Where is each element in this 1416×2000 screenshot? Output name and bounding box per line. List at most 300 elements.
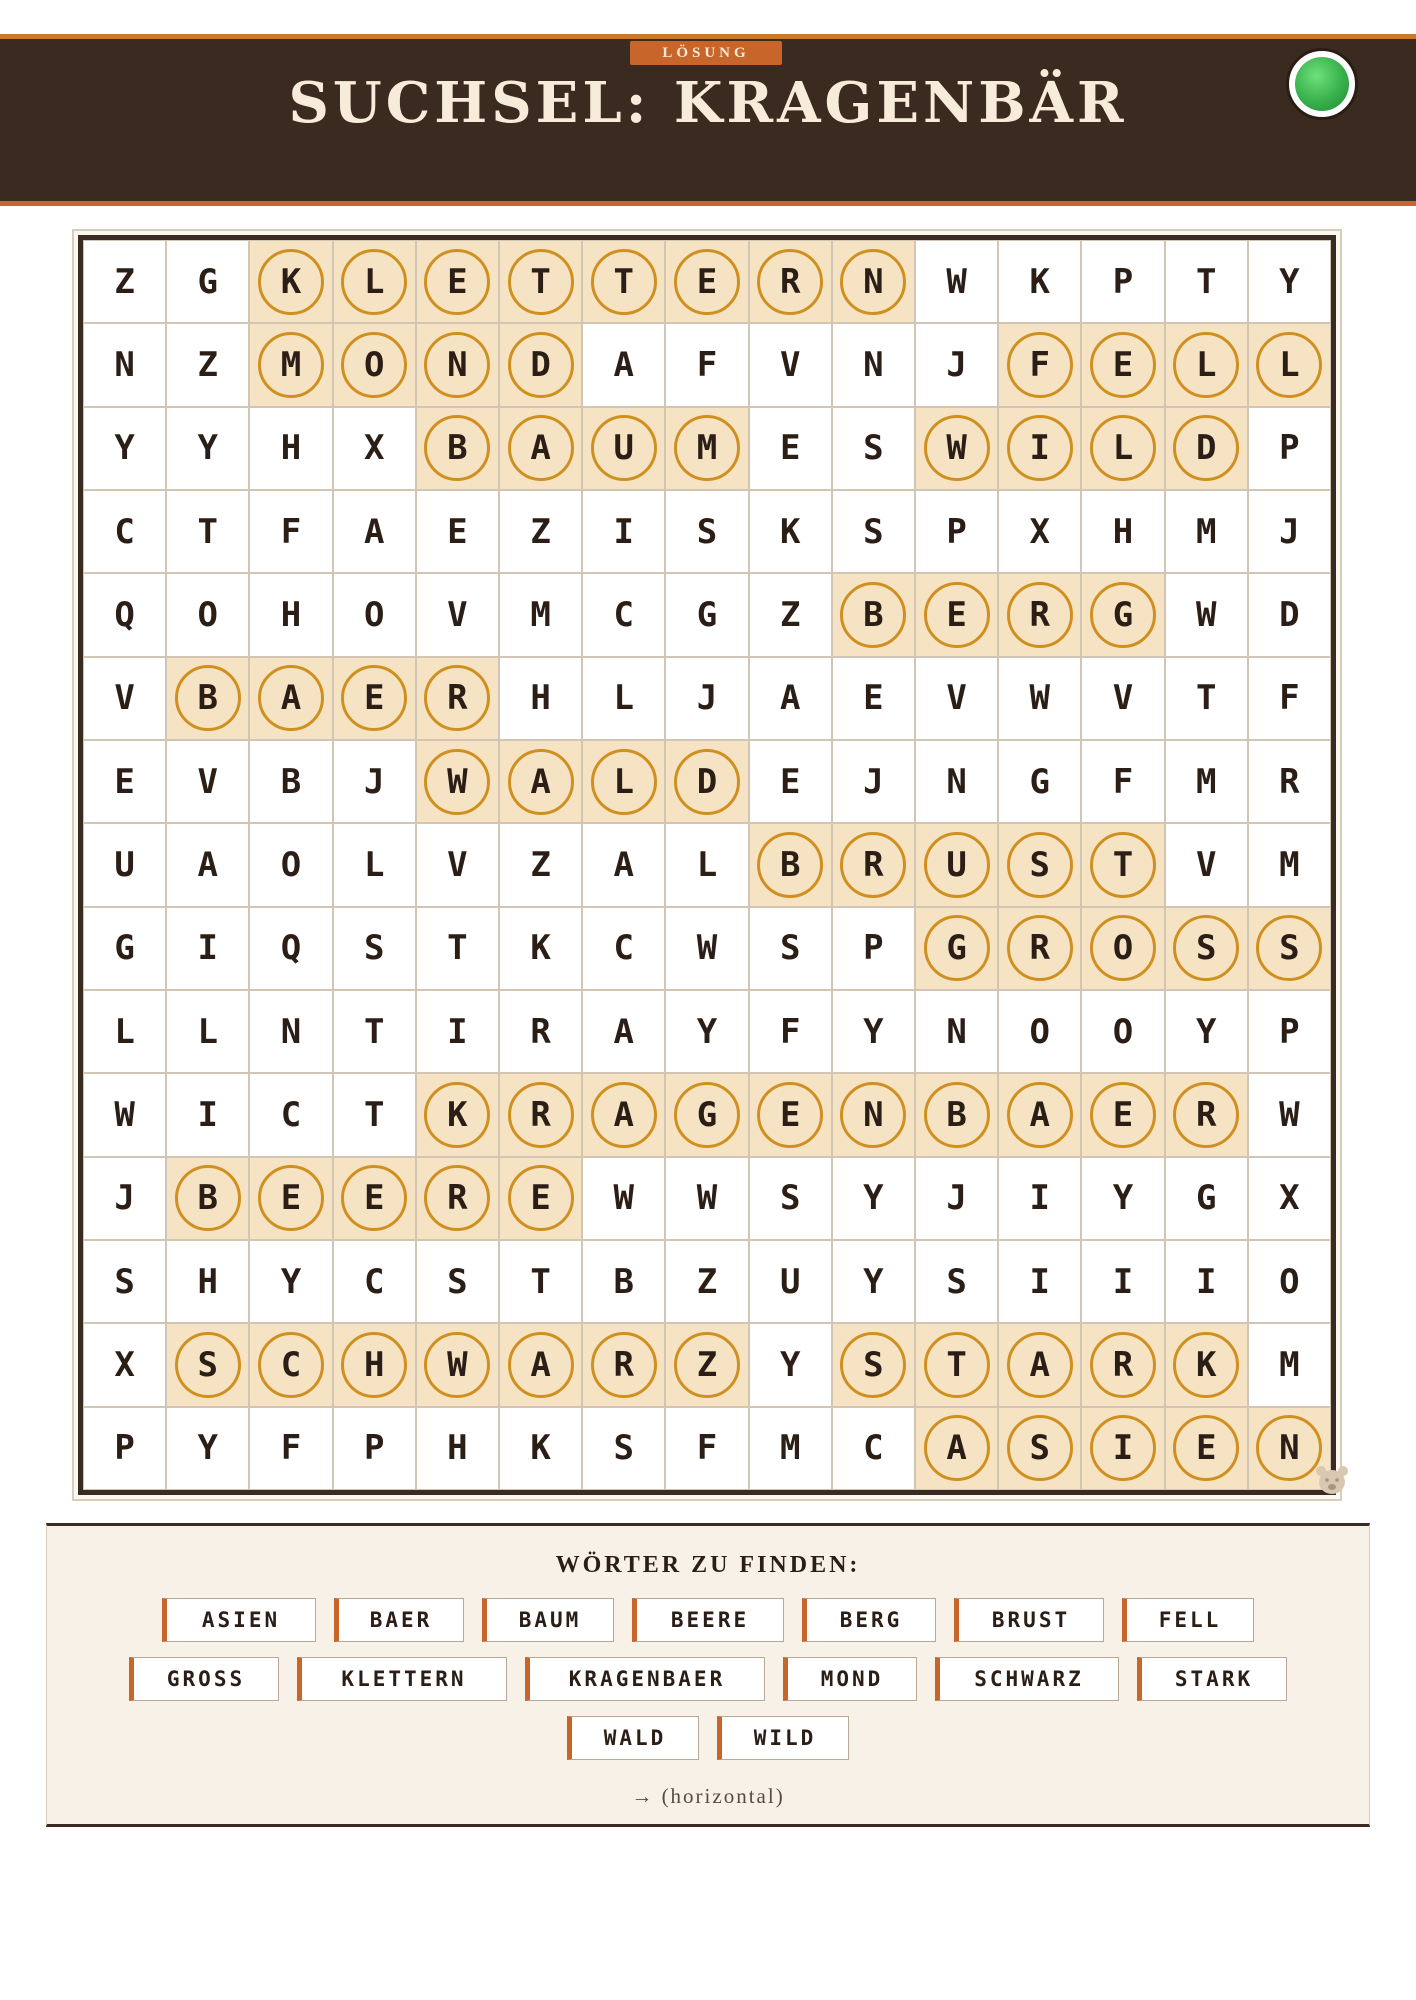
grid-cell[interactable] [333,907,416,990]
grid-cell[interactable] [1081,1240,1164,1323]
grid-cell[interactable] [665,1240,748,1323]
grid-cell-found[interactable] [166,657,249,740]
grid-cell[interactable] [998,1240,1081,1323]
grid-letter: U [613,428,635,469]
grid-cell-found[interactable] [998,323,1081,406]
grid-cell[interactable] [499,1407,582,1490]
grid-cell-found[interactable] [166,1323,249,1406]
grid-letter: G [1112,594,1134,635]
grid-cell[interactable] [416,1407,499,1490]
grid-letter: V [1112,678,1134,719]
grid-letter: R [1029,594,1051,635]
grid-cell-found[interactable] [832,573,915,656]
grid-letter: T [1195,261,1217,302]
grid-cell[interactable] [333,407,416,490]
grid-cell-found[interactable] [998,1323,1081,1406]
word-chip: FELL [1122,1598,1254,1642]
grid-cell[interactable] [166,1073,249,1156]
grid-letter: P [1279,1011,1300,1052]
grid-cell[interactable] [582,657,665,740]
grid-cell[interactable] [416,907,499,990]
grid-cell-found[interactable] [915,1073,998,1156]
grid-cell-found[interactable] [499,1323,582,1406]
grid-cell[interactable] [832,1240,915,1323]
grid-letter: S [863,428,884,469]
grid-letter: K [280,261,302,302]
grid-cell[interactable] [83,990,166,1073]
word-chip: ASIEN [162,1598,316,1642]
grid-cell[interactable] [749,490,832,573]
grid-cell[interactable] [582,907,665,990]
grid-cell[interactable] [83,657,166,740]
grid-cell[interactable] [582,323,665,406]
grid-letter: L [613,678,635,719]
grid-cell[interactable] [749,1323,832,1406]
grid-cell[interactable] [416,823,499,906]
grid-letter: I [1195,1261,1217,1302]
grid-cell-found[interactable] [1081,1407,1164,1490]
grid-cell-found[interactable] [1081,407,1164,490]
grid-cell[interactable] [832,990,915,1073]
grid-letter: A [613,344,635,385]
grid-cell[interactable] [416,573,499,656]
grid-cell[interactable] [83,1407,166,1490]
grid-cell-found[interactable] [998,407,1081,490]
grid-cell[interactable] [582,990,665,1073]
grid-cell-found[interactable] [333,240,416,323]
grid-cell-found[interactable] [665,407,748,490]
grid-cell-found[interactable] [416,407,499,490]
grid-letter: A [530,1344,551,1385]
grid-cell[interactable] [915,1157,998,1240]
grid-letter: P [863,928,884,969]
grid-cell[interactable] [1248,1240,1331,1323]
grid-cell[interactable] [1248,740,1331,823]
grid-cell[interactable] [1081,240,1164,323]
grid-cell[interactable] [499,907,582,990]
grid-cell[interactable] [499,657,582,740]
grid-cell[interactable] [166,1240,249,1323]
grid-letter: B [197,678,219,719]
grid-letter: N [114,344,135,385]
grid-cell-found[interactable] [1248,323,1331,406]
grid-letter: M [1279,1344,1300,1385]
grid-cell[interactable] [665,657,748,740]
grid-letter: N [1279,1428,1300,1469]
grid-cell-found[interactable] [333,657,416,740]
grid-cell-found[interactable] [749,240,832,323]
grid-letter: E [779,1094,801,1135]
grid-cell-found[interactable] [333,1157,416,1240]
grid-cell-found[interactable] [499,1157,582,1240]
grid-cell-found[interactable] [499,407,582,490]
grid-cell-found[interactable] [416,740,499,823]
grid-cell-found[interactable] [915,907,998,990]
grid-cell[interactable] [832,323,915,406]
word-chip: SCHWARZ [935,1657,1119,1701]
grid-cell[interactable] [249,1240,332,1323]
grid-cell[interactable] [749,407,832,490]
grid-cell[interactable] [499,823,582,906]
grid-letter: L [1112,428,1134,469]
grid-cell-found[interactable] [665,240,748,323]
grid-cell-found[interactable] [1081,573,1164,656]
grid-cell[interactable] [915,1240,998,1323]
grid-letter: R [863,844,884,885]
grid-cell[interactable] [333,1240,416,1323]
grid-cell[interactable] [1248,990,1331,1073]
grid-letter: N [863,1094,884,1135]
grid-letter: A [1029,1094,1051,1135]
grid-letter: P [946,511,967,552]
grid-cell[interactable] [749,573,832,656]
grid-cell[interactable] [83,907,166,990]
grid-cell-found[interactable] [1165,1323,1248,1406]
grid-letter: W [447,1344,468,1385]
grid-letter: U [946,844,967,885]
grid-cell[interactable] [83,240,166,323]
grid-cell[interactable] [166,573,249,656]
grid-cell-found[interactable] [1165,407,1248,490]
grid-cell[interactable] [249,990,332,1073]
grid-cell-found[interactable] [1165,907,1248,990]
grid-letter: X [114,1344,135,1385]
grid-letter: S [779,1178,801,1219]
grid-cell[interactable] [83,323,166,406]
grid-cell[interactable] [915,240,998,323]
grid-cell-found[interactable] [665,740,748,823]
grid-cell-found[interactable] [416,1157,499,1240]
grid-cell[interactable] [1165,990,1248,1073]
grid-cell[interactable] [166,990,249,1073]
grid-cell[interactable] [832,407,915,490]
grid-cell[interactable] [1165,1240,1248,1323]
grid-cell[interactable] [1248,573,1331,656]
grid-letter: D [530,344,551,385]
grid-cell[interactable] [832,740,915,823]
grid-cell-found[interactable] [1165,1407,1248,1490]
grid-letter: W [1279,1094,1300,1135]
grid-cell-found[interactable] [1081,907,1164,990]
grid-cell-found[interactable] [998,907,1081,990]
grid-letter: V [114,678,135,719]
grid-cell-found[interactable] [582,407,665,490]
grid-letter: A [946,1428,967,1469]
grid-cell[interactable] [166,323,249,406]
grid-letter: E [530,1178,551,1219]
grid-cell-found[interactable] [582,1073,665,1156]
grid-cell[interactable] [333,990,416,1073]
grid-letter: O [197,594,219,635]
grid-cell[interactable] [582,490,665,573]
grid-cell[interactable] [749,323,832,406]
grid-cell-found[interactable] [416,657,499,740]
grid-cell[interactable] [665,990,748,1073]
grid-cell[interactable] [582,1407,665,1490]
grid-cell[interactable] [1081,990,1164,1073]
grid-cell[interactable] [333,823,416,906]
grid-cell[interactable] [998,657,1081,740]
grid-letter: S [1195,928,1217,969]
grid-cell[interactable] [832,907,915,990]
grid-letter: N [863,261,884,302]
grid-cell-found[interactable] [665,1073,748,1156]
grid-cell-found[interactable] [582,740,665,823]
grid-cell[interactable] [249,407,332,490]
grid-cell[interactable] [915,490,998,573]
grid-cell-found[interactable] [1081,323,1164,406]
grid-cell-found[interactable] [582,240,665,323]
grid-cell-found[interactable] [1081,823,1164,906]
grid-cell-found[interactable] [1081,1323,1164,1406]
grid-cell-found[interactable] [333,323,416,406]
grid-cell-found[interactable] [416,240,499,323]
grid-cell-found[interactable] [416,1323,499,1406]
grid-letter: B [280,761,302,802]
grid-cell[interactable] [249,907,332,990]
grid-cell[interactable] [1165,657,1248,740]
grid-letter: A [613,1094,635,1135]
grid-letter: B [946,1094,967,1135]
grid-cell-found[interactable] [249,323,332,406]
grid-cell[interactable] [915,323,998,406]
grid-cell[interactable] [249,490,332,573]
grid-cell[interactable] [832,657,915,740]
grid-cell[interactable] [499,573,582,656]
grid-cell[interactable] [83,1073,166,1156]
grid-cell[interactable] [1165,1157,1248,1240]
grid-letter: Y [1112,1178,1134,1219]
word-chip: BAER [334,1598,464,1642]
grid-cell-found[interactable] [499,740,582,823]
grid-letter: E [280,1178,302,1219]
grid-cell[interactable] [1081,1157,1164,1240]
grid-cell[interactable] [166,407,249,490]
grid-letter: K [779,511,801,552]
grid-cell[interactable] [749,740,832,823]
grid-cell[interactable] [832,490,915,573]
grid-cell-found[interactable] [249,1157,332,1240]
grid-cell[interactable] [249,573,332,656]
grid-cell[interactable] [665,573,748,656]
grid-cell[interactable] [249,1073,332,1156]
grid-cell[interactable] [1165,573,1248,656]
grid-letter: E [779,428,801,469]
grid-cell-found[interactable] [1248,907,1331,990]
grid-cell-found[interactable] [582,1323,665,1406]
grid-letter: N [447,344,468,385]
grid-cell-found[interactable] [499,1073,582,1156]
grid-cell[interactable] [83,1157,166,1240]
grid-letter: M [530,594,551,635]
grid-cell[interactable] [665,1407,748,1490]
grid-cell-found[interactable] [998,573,1081,656]
grid-cell-found[interactable] [1081,1073,1164,1156]
grid-letter: Y [779,1344,801,1385]
grid-cell[interactable] [249,1407,332,1490]
grid-cell[interactable] [499,490,582,573]
grid-letter: P [1279,428,1300,469]
grid-cell[interactable] [1081,490,1164,573]
grid-cell-found[interactable] [998,1073,1081,1156]
grid-letter: C [114,511,135,552]
grid-cell[interactable] [83,823,166,906]
grid-cell[interactable] [166,240,249,323]
grid-cell[interactable] [416,990,499,1073]
grid-cell[interactable] [83,490,166,573]
grid-letter: T [530,1261,551,1302]
grid-cell-found[interactable] [832,240,915,323]
grid-cell-found[interactable] [249,240,332,323]
grid-cell-found[interactable] [416,323,499,406]
grid-letter: T [363,1094,385,1135]
grid-cell[interactable] [998,740,1081,823]
grid-cell[interactable] [1081,657,1164,740]
grid-cell-found[interactable] [249,657,332,740]
grid-letter: G [1029,761,1051,802]
grid-cell[interactable] [166,740,249,823]
grid-cell[interactable] [1165,740,1248,823]
grid-cell[interactable] [582,1240,665,1323]
grid-cell[interactable] [582,573,665,656]
grid-cell[interactable] [83,1240,166,1323]
grid-cell-found[interactable] [416,1073,499,1156]
grid-cell-found[interactable] [832,1073,915,1156]
grid-cell[interactable] [749,990,832,1073]
grid-cell-found[interactable] [1165,1073,1248,1156]
grid-cell[interactable] [166,823,249,906]
grid-letter: S [1029,1428,1051,1469]
grid-cell[interactable] [83,740,166,823]
grid-cell[interactable] [832,1407,915,1490]
grid-cell[interactable] [1248,407,1331,490]
grid-letter: E [1195,1428,1217,1469]
grid-cell[interactable] [1248,1323,1331,1406]
grid-cell[interactable] [998,1157,1081,1240]
grid-cell[interactable] [499,990,582,1073]
grid-cell[interactable] [1248,1073,1331,1156]
grid-letter: V [447,594,468,635]
grid-cell-found[interactable] [915,823,998,906]
grid-cell[interactable] [83,407,166,490]
grid-letter: G [696,594,718,635]
grid-cell-found[interactable] [665,1323,748,1406]
grid-cell[interactable] [915,657,998,740]
grid-cell-found[interactable] [333,1323,416,1406]
grid-cell[interactable] [998,990,1081,1073]
grid-cell[interactable] [333,1073,416,1156]
grid-letter: R [1029,928,1051,969]
grid-cell[interactable] [749,1240,832,1323]
grid-letter: X [1279,1178,1300,1219]
grid-cell[interactable] [749,1157,832,1240]
grid-cell[interactable] [1248,1157,1331,1240]
grid-cell[interactable] [1165,823,1248,906]
grid-cell[interactable] [998,490,1081,573]
grid-letter: W [696,928,718,969]
grid-letter: S [1279,928,1300,969]
grid-letter: H [1112,511,1134,552]
grid-cell[interactable] [416,490,499,573]
grid-letter: E [779,761,801,802]
grid-cell[interactable] [1248,657,1331,740]
grid-cell[interactable] [582,823,665,906]
grid-cell-found[interactable] [832,823,915,906]
grid-cell-found[interactable] [915,1323,998,1406]
grid-cell[interactable] [83,1323,166,1406]
grid-cell-found[interactable] [832,1323,915,1406]
grid-cell[interactable] [665,907,748,990]
grid-cell[interactable] [832,1157,915,1240]
grid-cell[interactable] [333,573,416,656]
grid-cell[interactable] [249,740,332,823]
grid-cell[interactable] [1248,240,1331,323]
grid-cell[interactable] [1248,490,1331,573]
grid-cell[interactable] [749,907,832,990]
grid-cell-found[interactable] [166,1157,249,1240]
grid-cell-found[interactable] [998,1407,1081,1490]
grid-cell[interactable] [915,740,998,823]
grid-cell[interactable] [83,573,166,656]
grid-cell-found[interactable] [915,573,998,656]
grid-cell-found[interactable] [1165,323,1248,406]
grid-letter: Y [114,428,135,469]
grid-cell[interactable] [499,1240,582,1323]
grid-cell[interactable] [333,490,416,573]
grid-cell-found[interactable] [499,323,582,406]
word-chip: STARK [1137,1657,1287,1701]
grid-cell[interactable] [166,490,249,573]
grid-cell[interactable] [1165,240,1248,323]
grid-letter: O [280,844,302,885]
grid-cell[interactable] [1165,490,1248,573]
grid-cell[interactable] [749,657,832,740]
grid-letter: D [696,761,718,802]
grid-cell[interactable] [915,990,998,1073]
grid-cell[interactable] [1081,740,1164,823]
word-chip: BEERE [632,1598,784,1642]
grid-cell[interactable] [749,1407,832,1490]
grid-cell[interactable] [582,1157,665,1240]
grid-cell-found[interactable] [998,823,1081,906]
grid-cell[interactable] [1248,823,1331,906]
grid-letter: N [280,1011,302,1052]
grid-cell-found[interactable] [915,407,998,490]
grid-letter: G [1195,1178,1217,1219]
grid-letter: V [779,344,801,385]
grid-cell[interactable] [665,823,748,906]
grid-letter: C [863,1428,884,1469]
grid-cell-found[interactable] [749,1073,832,1156]
grid-letter: S [197,1344,219,1385]
grid-cell[interactable] [665,490,748,573]
grid-cell[interactable] [998,240,1081,323]
grid-cell[interactable] [416,1240,499,1323]
grid-cell[interactable] [166,907,249,990]
grid-cell[interactable] [665,323,748,406]
grid-cell-found[interactable] [249,1323,332,1406]
grid-cell[interactable] [333,1407,416,1490]
grid-cell-found[interactable] [915,1407,998,1490]
grid-cell[interactable] [665,1157,748,1240]
grid-cell[interactable] [166,1407,249,1490]
grid-cell[interactable] [249,823,332,906]
grid-cell[interactable] [333,740,416,823]
grid-cell-found[interactable] [749,823,832,906]
grid-letter: I [1029,428,1051,469]
grid-cell-found[interactable] [499,240,582,323]
grid-letter: C [280,1344,302,1385]
